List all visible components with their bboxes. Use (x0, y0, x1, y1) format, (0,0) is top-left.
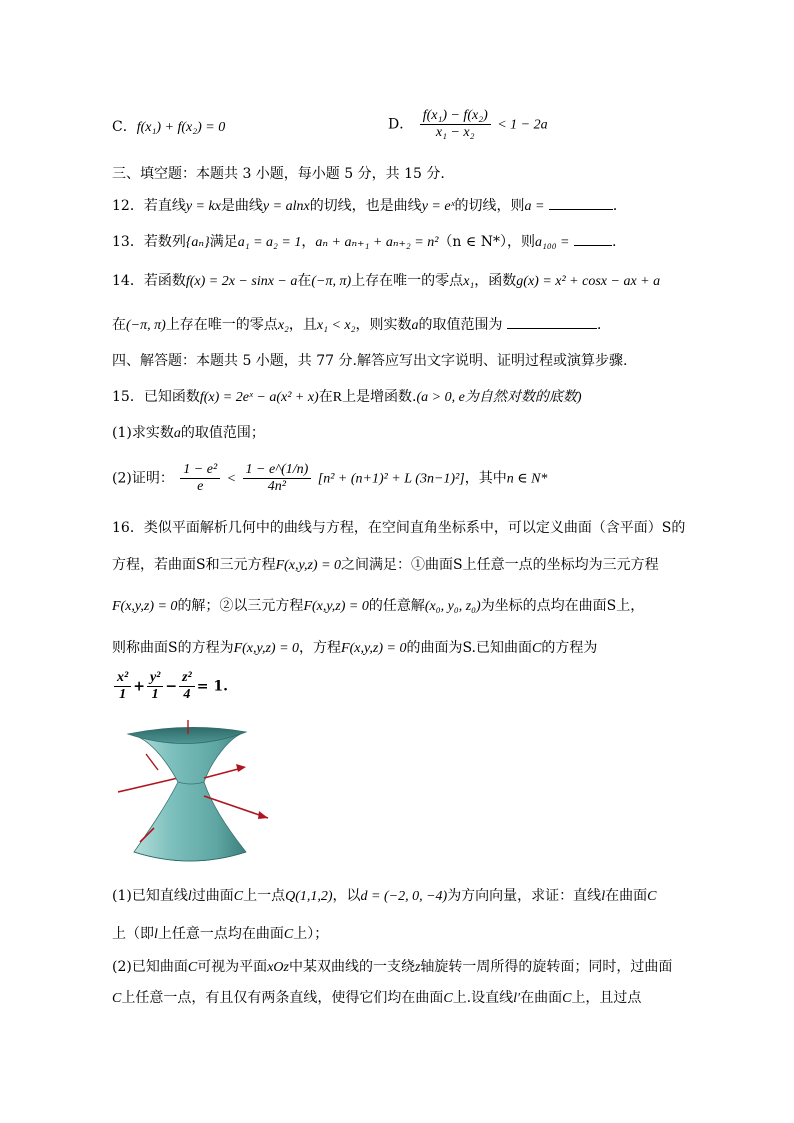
option-d: D． $\frac{\text{f(x₁) − f(x₂)}}{\text{x₁ − x₂}}$ < 1 − 2a (388, 108, 548, 140)
axis-upper-left (146, 754, 158, 770)
question-16-part-2-line-1: (2)已知曲面C可视为平面xOz中某双曲线的一支绕z轴旋转一周所得的旋转面；同时，过曲面 (112, 959, 673, 975)
answer-blank-14[interactable] (507, 314, 597, 329)
fraction-1: $\frac{\text{1 − e²}}{e}$ (180, 462, 220, 495)
x-axis-arrow-icon (258, 811, 268, 819)
question-16-line-4: 则称曲面S的方程为F(x,y,z) = 0，方程F(x,y,z) = 0的曲面为S.已知曲面C的方程为 (112, 640, 598, 656)
eq-fraction-y: $\frac{\text{y²}}{1}$ (147, 670, 163, 703)
question-15-part-1: (1)求实数a的取值范围； (112, 425, 265, 441)
question-16-line-2: 方程，若曲面S和三元方程F(x,y,z) = 0之间满足：①曲面S上任意一点的坐标均为三元方程 (112, 557, 659, 573)
question-13: 13．若数列{aₙ}满足a₁ = a₂ = 1，aₙ + aₙ₊₁ + aₙ₊₂ = n²（n ∈ N*），则a₁₀₀ = . (112, 231, 616, 253)
question-16-part-1-line-2: 上（即l上任意一点均在曲面C上）； (112, 926, 329, 942)
question-15-part-2: (2)证明： $\frac{\text{1 − e²}}{e}$ < $\frac{1 - e\^{}(1/n)}{\text{4n²}}$ [n² + (n+1)² + L (3n−1)²]，其中n ∈ N* (112, 462, 548, 494)
x-axis-back (118, 778, 178, 792)
y-axis-arrow-icon (236, 764, 246, 772)
question-16-part-1-line-1: (1)已知直线l过曲面C上一点Q(1,1,2)，以d = (−2, 0, −4)为方向向量，求证：直线l在曲面C (112, 888, 657, 904)
option-d-fraction: $\frac{\text{f(x₁) − f(x₂)}}{\text{x₁ − x₂}}$ (420, 108, 491, 141)
answer-blank-12[interactable] (549, 195, 613, 210)
section-4-heading: 四、解答题：本题共 5 小题，共 77 分.解答应写出文字说明、证明过程或演算步骤. (112, 353, 628, 369)
question-15: 15．已知函数f(x) = 2eˣ − a(x² + x)在R上是增函数.(a > 0, e为自然对数的底数) (112, 389, 582, 405)
question-16-line-3: F(x,y,z) = 0的解；②以三元方程F(x,y,z) = 0的任意解(x₀, y₀, z₀)为坐标的点均在曲面S上， (112, 598, 645, 614)
answer-blank-13[interactable] (574, 231, 612, 246)
surface-equation: $\frac{\text{x²}}{1}$ + $\frac{\text{y²}}{1}$ − $\frac{\text{z²}}{4}$ = 1. (112, 670, 228, 703)
eq-fraction-x: $\frac{\text{x²}}{1}$ (114, 670, 131, 703)
section-3-heading: 三、填空题：本题共 3 小题，每小题 5 分，共 15 分. (112, 166, 445, 182)
question-12: 12．若直线y = kx是曲线y = alnx的切线，也是曲线y = eˣ的切线，则a = ． (112, 195, 627, 217)
eq-fraction-z: $\frac{\text{z²}}{4}$ (179, 670, 195, 703)
question-14-line-1: 14．若函数f(x) = 2x − sinx − a在(−π, π)上存在唯一的零点x₁，函数g(x) = x² + cosx − ax + a (112, 273, 661, 289)
option-c: C．f(x₁) + f(x₂) = 0 (112, 119, 226, 135)
hyperboloid-figure (118, 720, 278, 870)
hyperboloid-surface (128, 732, 246, 861)
question-16-line-1: 16．类似平面解析几何中的曲线与方程，在空间直角坐标系中，可以定义曲面（含平面）S的 (112, 520, 686, 536)
fraction-2: $\frac{1 - e\^{}(1/n)}{\text{4n²}}$ (243, 462, 312, 495)
question-14-line-2: 在(−π, π)上存在唯一的零点x₂，且x₁ < x₂，则实数a的取值范围为 ． (112, 314, 611, 336)
question-16-part-2-line-2: C上任意一点，有且仅有两条直线，使得它们均在曲面C上.设直线l′在曲面C上，且过点 (112, 990, 642, 1006)
